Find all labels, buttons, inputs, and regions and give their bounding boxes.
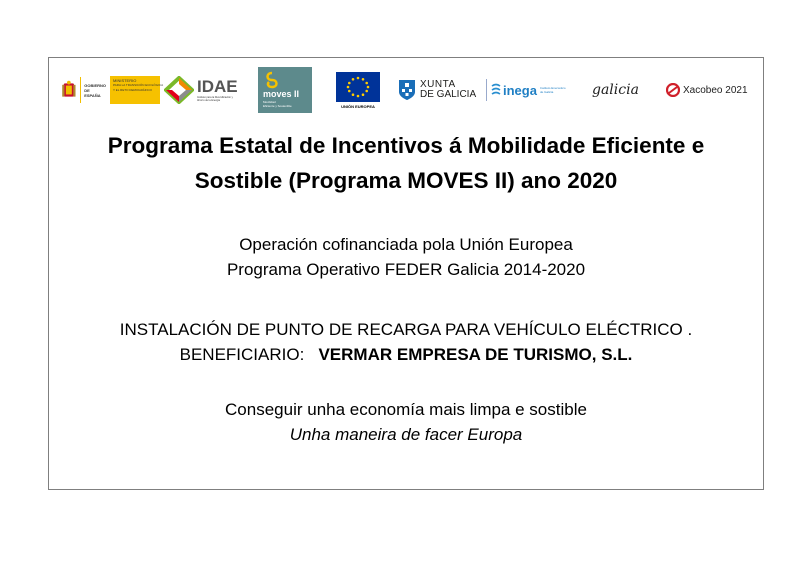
program-title-line-1: Programa Estatal de Incentivos á Mobilidade Eficiente e xyxy=(107,133,705,158)
inega-logo xyxy=(486,66,586,114)
inega-wordmark: inega xyxy=(503,82,537,98)
moves-wordmark: moves II xyxy=(263,89,300,99)
ministerio-label-1: MINISTERIO xyxy=(113,78,137,83)
ministerio-label-3: Y EL RETO DEMOGRÁFICO xyxy=(113,88,152,92)
idae-subtitle: Instituto para la Diversificación y Ahorro de la Energía xyxy=(197,96,233,102)
moves-swirl-icon xyxy=(264,71,280,89)
cofinancing-line-1: Operación cofinanciada pola Unión Europea xyxy=(239,235,573,254)
idae-wordmark: IDAE xyxy=(197,77,238,96)
gobierno-divider xyxy=(80,77,81,103)
xunta-logo xyxy=(398,66,480,114)
slogan-line-1: Conseguir unha economía mais limpa e sostible xyxy=(225,400,587,419)
slogan-line-2: Unha maneira de facer Europa xyxy=(289,425,523,444)
inega-sub-2: de Galicia xyxy=(539,90,554,94)
union-europea-label: UNIÓN EUROPEA xyxy=(341,103,375,109)
xacobeo-logo xyxy=(666,66,762,114)
cofinancing-line-2: Programa Operativo FEDER Galicia 2014-2020 xyxy=(226,260,586,279)
galicia-wordmark: galicia xyxy=(592,82,639,98)
inega-divider xyxy=(486,79,487,101)
xunta-label-1: XUNTA xyxy=(420,79,456,90)
gobierno-label-1: GOBIERNO xyxy=(84,82,106,88)
ministerio-box xyxy=(110,76,164,104)
idae-logo xyxy=(164,66,242,114)
ministerio-label-2: PARA LA TRANSICIÓN ECOLÓGICA xyxy=(113,83,164,87)
xacobeo-shell-icon xyxy=(666,83,680,97)
program-title xyxy=(48,128,764,198)
moves-box xyxy=(258,67,312,113)
slogan-block xyxy=(48,397,764,447)
xacobeo-wordmark: Xacobeo 2021 xyxy=(683,84,748,96)
logo-strip xyxy=(58,66,762,114)
beneficiary-label: BENEFICIARIO: xyxy=(179,345,305,364)
inega-sub-1: Instituto Enerxético xyxy=(539,86,566,90)
beneficiary-line xyxy=(48,342,764,367)
cofinancing-block xyxy=(48,232,764,282)
moves-sub-2: Eficiente y Sostenible xyxy=(263,104,292,108)
idae-symbol-icon xyxy=(164,76,194,104)
union-europea-logo xyxy=(330,66,386,114)
galicia-logo xyxy=(592,66,656,114)
moves-logo xyxy=(258,66,312,114)
eu-flag-icon xyxy=(336,72,380,102)
installation-description: INSTALACIÓN DE PUNTO DE RECARGA PARA VEHÍCULO ELÉCTRICO . xyxy=(119,320,693,339)
gobierno-espana-logo xyxy=(60,66,164,114)
moves-sub-1: Movilidad xyxy=(263,100,276,104)
program-title-line-2: Sostible (Programa MOVES II) ano 2020 xyxy=(194,168,618,193)
xunta-shield-icon xyxy=(398,79,416,101)
inega-waves-icon xyxy=(491,83,501,97)
beneficiary-name: VERMAR EMPRESA DE TURISMO, S.L. xyxy=(318,345,633,364)
xunta-label-2: DE GALICIA xyxy=(420,89,477,100)
coat-of-arms-icon xyxy=(60,77,78,103)
installation-block xyxy=(48,317,764,367)
gobierno-label-2: DE ESPAÑA xyxy=(84,87,101,98)
